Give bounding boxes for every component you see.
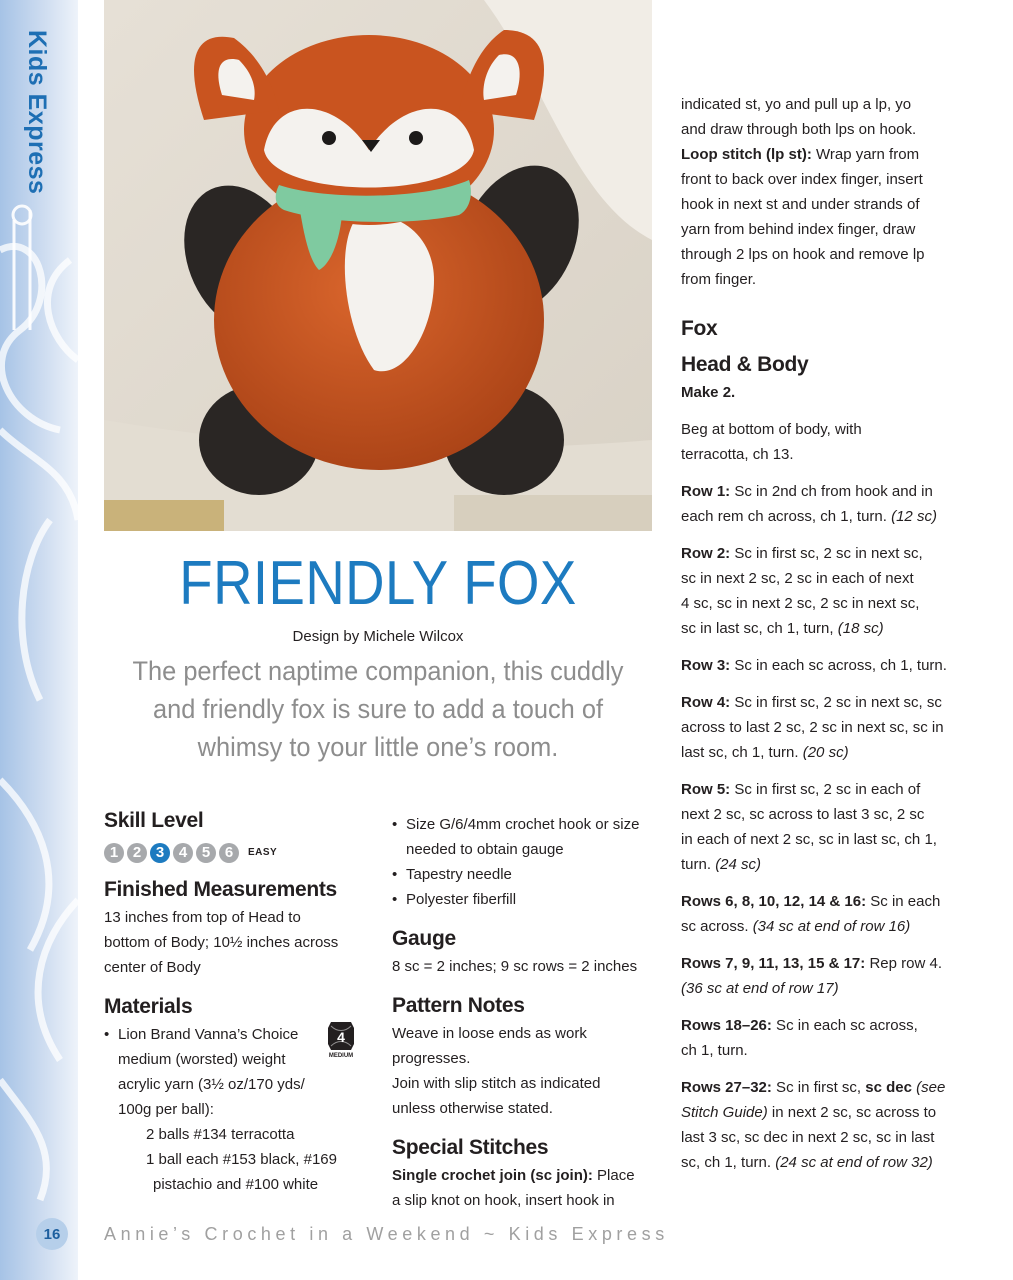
row-label: Rows 27–32: xyxy=(681,1079,772,1096)
intro-line: terracotta, ch 13. xyxy=(681,446,794,463)
row-text: in next 2 sc, sc across to xyxy=(767,1104,937,1121)
yarn-weight-number: 4 xyxy=(337,1029,345,1045)
loop-stitch-label: Loop stitch (lp st): xyxy=(681,146,812,163)
make-count: Make 2. xyxy=(681,384,736,401)
row-text: in each of next 2 sc, sc in last sc, ch 1, xyxy=(681,831,937,848)
intro-line: Beg at bottom of body, with xyxy=(681,421,862,438)
row-note: Stitch Guide) xyxy=(681,1104,768,1121)
footer-title: Annie’s Crochet in a Weekend ~ Kids Express xyxy=(104,1223,669,1244)
sc-join-label: Single crochet join (sc join): xyxy=(392,1167,593,1184)
skill-dot: 4 xyxy=(173,843,193,863)
row-note: (20 sc) xyxy=(802,744,849,761)
loop-stitch-text: Wrap yarn from xyxy=(811,146,920,163)
row-note: (see xyxy=(911,1079,946,1096)
materials-hook xyxy=(392,812,654,862)
row-text: sc across. xyxy=(681,918,753,935)
row-text: next 2 sc, sc across to last 3 sc, 2 sc xyxy=(681,806,925,823)
sc-join-definition xyxy=(392,1163,654,1188)
gauge-heading: Gauge xyxy=(392,927,456,950)
row-note: (18 sc) xyxy=(837,620,884,637)
row-term: sc dec xyxy=(865,1079,912,1096)
materials-list-cont xyxy=(392,812,654,912)
skill-level-label: EASY xyxy=(248,847,278,858)
pattern-note-line: Join with slip stitch as indicated xyxy=(392,1075,601,1092)
sc-join-line: a slip knot on hook, insert hook in xyxy=(392,1192,615,1209)
column-right xyxy=(681,92,953,1175)
loop-line: hook in next st and under strands of xyxy=(681,196,920,213)
loop-line: front to back over index finger, insert xyxy=(681,171,923,188)
yarn-weight-icon xyxy=(324,1018,358,1058)
pattern-blurb xyxy=(120,652,635,766)
rows-27-32-cont xyxy=(681,1100,953,1125)
row-text: sc in last sc, ch 1, turn, xyxy=(681,620,838,637)
row-3 xyxy=(681,653,953,678)
row-label: Rows 18–26: xyxy=(681,1017,772,1034)
row-label: Rows 7, 9, 11, 13, 15 & 17: xyxy=(681,955,866,972)
hook-line: needed to obtain gauge xyxy=(406,841,564,858)
sidebar-title: Kids Express xyxy=(23,30,51,195)
rows-6-16-cont xyxy=(681,914,953,939)
row-note: (34 sc at end of row 16) xyxy=(752,918,911,935)
row-text: Sc in first sc, 2 sc in next sc, xyxy=(730,545,923,562)
row-text: ch 1, turn. xyxy=(681,1042,748,1059)
row-text: Rep row 4. xyxy=(865,955,942,972)
row-text: Sc in each sc across, ch 1, turn. xyxy=(730,657,947,674)
loop-stitch-definition xyxy=(681,142,953,167)
blurb-line: whimsy to your little one’s room. xyxy=(197,732,559,762)
row-5-cont xyxy=(681,852,953,877)
fox-heading: Fox xyxy=(681,317,718,340)
row-note: (36 sc at end of row 17) xyxy=(681,980,839,997)
row-text: last 3 sc, sc dec in next 2 sc, sc in last xyxy=(681,1129,935,1146)
row-2-cont xyxy=(681,616,953,641)
pattern-note-line: unless otherwise stated. xyxy=(392,1100,553,1117)
gauge-text: 8 sc = 2 inches; 9 sc rows = 2 inches xyxy=(392,958,638,975)
row-text: Sc in first sc, xyxy=(771,1079,866,1096)
blurb-line: The perfect naptime companion, this cuddly xyxy=(132,656,624,686)
sc-join-continued: indicated st, yo and pull up a lp, yo xyxy=(681,96,912,113)
rows-6-16 xyxy=(681,889,953,914)
skill-level-scale xyxy=(104,840,356,865)
skill-dot: 2 xyxy=(127,843,147,863)
row-text: each rem ch across, ch 1, turn. xyxy=(681,508,892,525)
row-text: Sc in each xyxy=(866,893,941,910)
pattern-note-line: Weave in loose ends as work xyxy=(392,1025,587,1042)
materials-list xyxy=(104,1022,356,1197)
yarn-weight-label: MEDIUM xyxy=(328,1053,354,1058)
yarn-line: acrylic yarn (3½ oz/170 yds/ xyxy=(118,1076,305,1093)
skill-dot: 5 xyxy=(196,843,216,863)
yarn-color: 2 balls #134 terracotta xyxy=(146,1126,295,1143)
row-note: (12 sc) xyxy=(891,508,937,525)
materials-yarn xyxy=(104,1022,356,1197)
measurements-heading: Finished Measurements xyxy=(104,878,337,901)
row-label: Row 5: xyxy=(681,781,731,798)
skill-level-heading: Skill Level xyxy=(104,809,204,832)
blurb-line: and friendly fox is sure to add a touch of xyxy=(152,694,604,724)
skill-dot: 1 xyxy=(104,843,124,863)
sc-join-text: Place xyxy=(592,1167,635,1184)
row-1 xyxy=(681,479,953,504)
materials-item: • Polyester fiberfill xyxy=(392,887,654,912)
page-footer xyxy=(36,1218,669,1250)
measurements-line: center of Body xyxy=(104,959,201,976)
yarn-color: 1 ball each #153 black, #169 xyxy=(146,1151,337,1168)
row-label: Row 3: xyxy=(681,657,731,674)
rows-27-32-end xyxy=(681,1150,953,1175)
row-text: last sc, ch 1, turn. xyxy=(681,744,803,761)
row-label: Rows 6, 8, 10, 12, 14 & 16: xyxy=(681,893,867,910)
row-text: Sc in each sc across, xyxy=(771,1017,918,1034)
yarn-line: • Lion Brand Vanna’s Choice xyxy=(118,1026,299,1043)
row-text: sc in next 2 sc, 2 sc in each of next xyxy=(681,570,914,587)
row-4-cont xyxy=(681,740,953,765)
row-text: Sc in first sc, 2 sc in next sc, sc xyxy=(730,694,942,711)
sc-join-continued: and draw through both lps on hook. xyxy=(681,121,917,138)
row-label: Row 1: xyxy=(681,483,731,500)
row-text: Sc in first sc, 2 sc in each of xyxy=(730,781,921,798)
row-text: Sc in 2nd ch from hook and in xyxy=(730,483,933,500)
row-2 xyxy=(681,541,953,566)
row-note: (24 sc) xyxy=(715,856,762,873)
yarn-line: medium (worsted) weight xyxy=(118,1051,286,1068)
sidebar-band xyxy=(0,0,78,1280)
fox-toy-illustration xyxy=(104,0,652,531)
loop-line: from finger. xyxy=(681,271,757,288)
pattern-note-line: progresses. xyxy=(392,1050,471,1067)
designer-credit: Design by Michele Wilcox xyxy=(292,628,464,645)
row-5 xyxy=(681,777,953,802)
loop-line: yarn from behind index finger, draw xyxy=(681,221,916,238)
measurements-line: bottom of Body; 10½ inches across xyxy=(104,934,339,951)
head-body-heading: Head & Body xyxy=(681,353,809,376)
pattern-title: FRIENDLY FOX xyxy=(179,549,577,618)
rows-27-32 xyxy=(681,1075,953,1100)
yarn-line: 100g per ball): xyxy=(118,1101,214,1118)
row-label: Row 4: xyxy=(681,694,731,711)
skill-dot-active: 3 xyxy=(150,843,170,863)
materials-item: • Tapestry needle xyxy=(392,862,654,887)
pattern-notes-heading: Pattern Notes xyxy=(392,994,525,1017)
row-text: turn. xyxy=(681,856,716,873)
special-stitches-heading: Special Stitches xyxy=(392,1136,549,1159)
row-note: (24 sc at end of row 32) xyxy=(775,1154,933,1171)
column-left xyxy=(104,806,356,1197)
row-text: 4 sc, sc in next 2 sc, 2 sc in next sc, xyxy=(681,595,920,612)
skill-dot: 6 xyxy=(219,843,239,863)
row-label: Row 2: xyxy=(681,545,731,562)
rows-7-17 xyxy=(681,951,953,976)
row-text: sc, ch 1, turn. xyxy=(681,1154,776,1171)
yarn-color: pistachio and #100 white xyxy=(153,1176,319,1193)
materials-heading: Materials xyxy=(104,995,193,1018)
fox-photo xyxy=(104,0,652,531)
column-middle xyxy=(392,812,654,1213)
row-1-cont xyxy=(681,504,953,529)
row-text: across to last 2 sc, 2 sc in next sc, sc in xyxy=(681,719,944,736)
page-number: 16 xyxy=(36,1218,68,1250)
hook-line: • Size G/6/4mm crochet hook or size xyxy=(406,816,640,833)
loop-line: through 2 lps on hook and remove lp xyxy=(681,246,925,263)
measurements-line: 13 inches from top of Head to xyxy=(104,909,301,926)
rows-18-26 xyxy=(681,1013,953,1038)
row-4 xyxy=(681,690,953,715)
